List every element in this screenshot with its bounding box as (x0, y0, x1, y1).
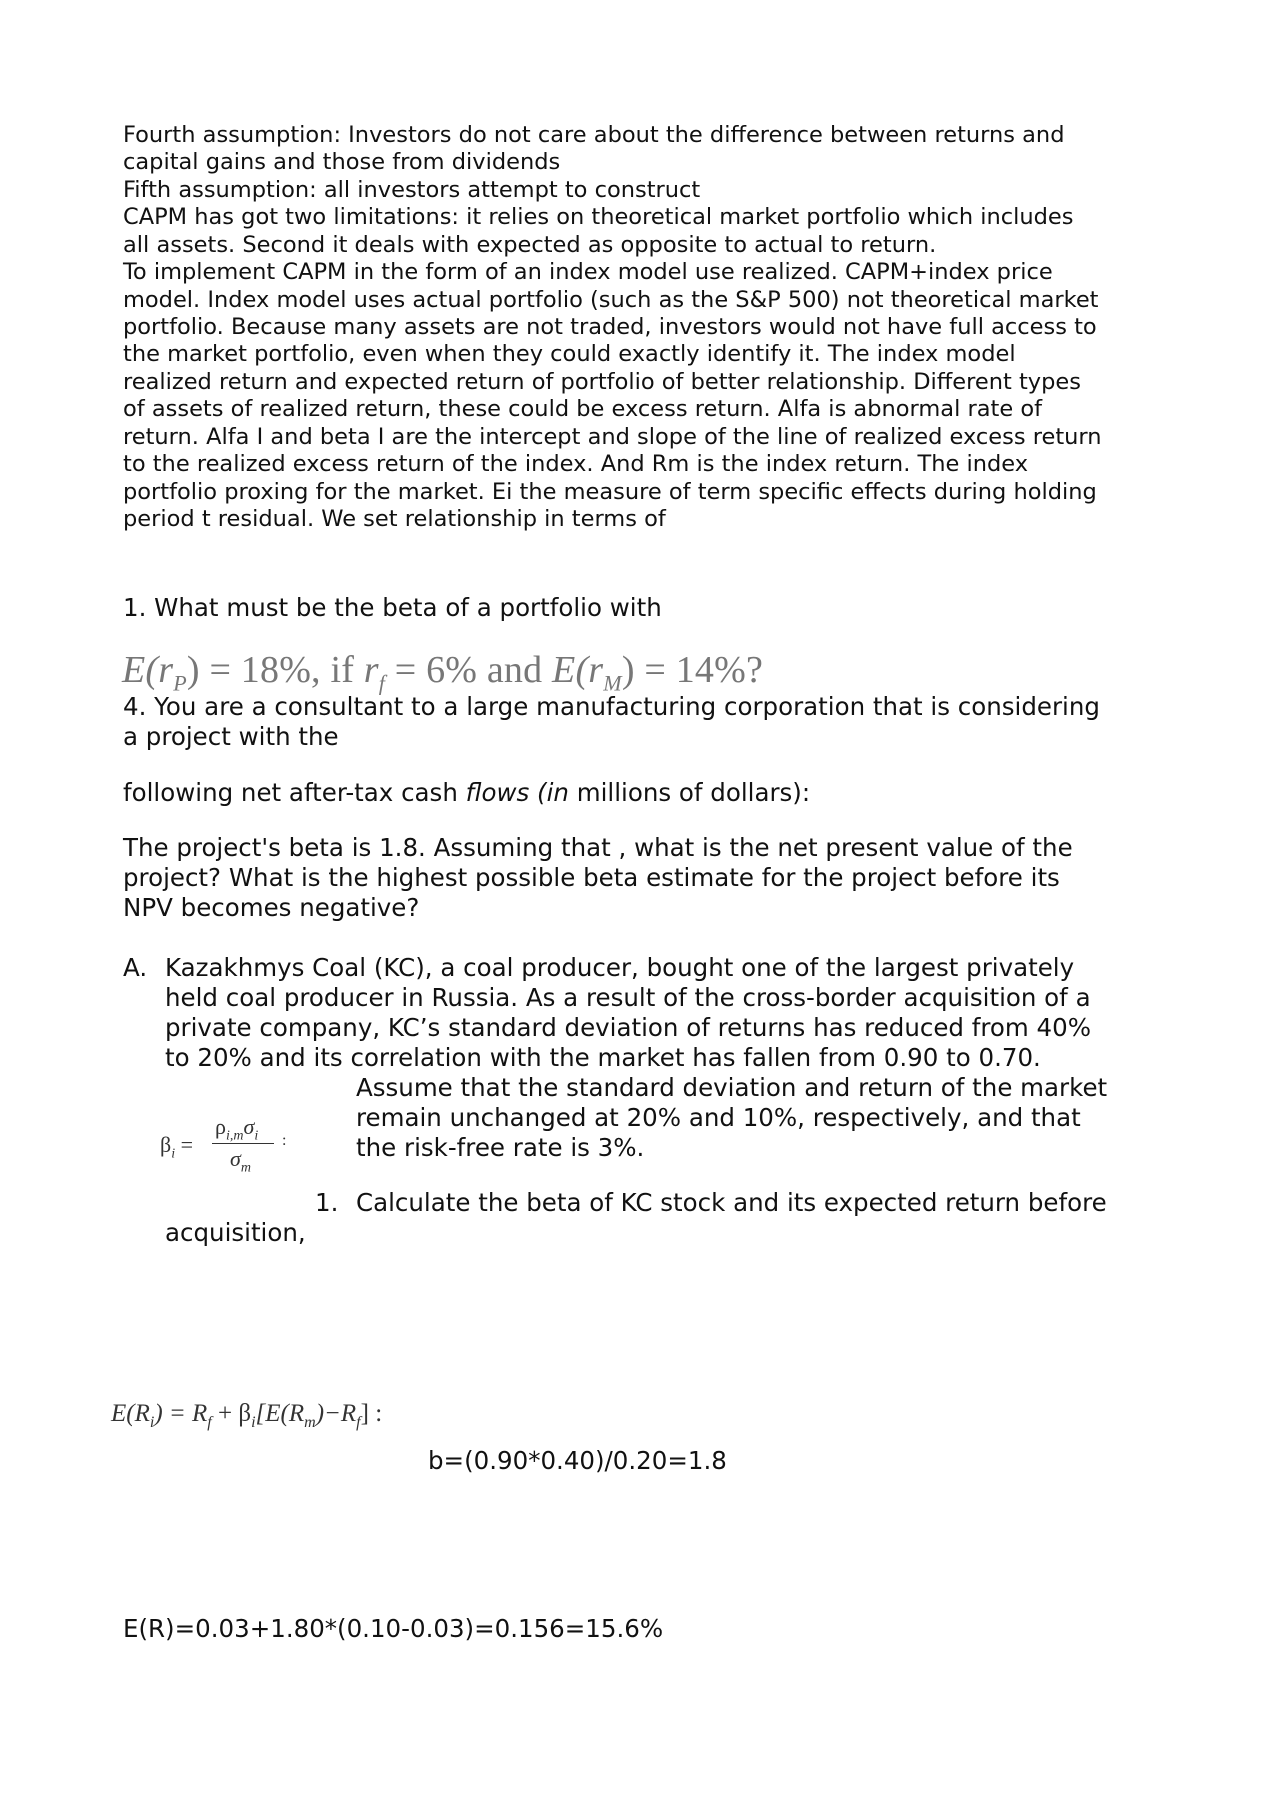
math-sub: M (603, 670, 622, 696)
math-sub: i,m (225, 1128, 244, 1144)
expected-return-calculation: E(R)=0.03+1.80*(0.10-0.03)=0.156=15.6% (123, 1614, 664, 1643)
notes-line: all assets. Second it deals with expected as opposite to actual to return. (123, 232, 937, 258)
notes-line: period t residual. We set relationship in terms of (123, 506, 666, 532)
math-part: σ (243, 1114, 255, 1139)
math-sub: m (304, 1414, 316, 1431)
math-part: β (160, 1132, 172, 1157)
assumption-line: Assume that the standard deviation and return of the market (356, 1073, 1108, 1102)
fraction-bar (212, 1143, 274, 1144)
question-a-line: held coal producer in Russia. As a result of the cross-border acquisition of a (165, 983, 1091, 1012)
notes-line: Fifth assumption: all investors attempt to construct (123, 177, 701, 203)
math-part: E(r (122, 649, 174, 691)
notes-line: of assets of realized return, these could be excess return. Alfa is abnormal rate of (123, 396, 1043, 422)
question-1-equation (122, 648, 763, 697)
math-part: σ (230, 1146, 241, 1171)
notes-line: To implement CAPM in the form of an index model use realized. CAPM+index price (123, 259, 1053, 285)
math-part: + β (211, 1400, 252, 1427)
math-part: E(r (552, 649, 604, 691)
notes-line: to the realized excess return of the index. And Rm is the index return. The index (123, 451, 1029, 477)
question-a-line: private company, KC’s standard deviation of returns has reduced from 40% (165, 1013, 1091, 1042)
beta-formula-numerator (215, 1114, 258, 1144)
math-part: r (363, 649, 379, 691)
math-sub: P (173, 670, 187, 696)
beta-formula-denominator (230, 1146, 251, 1176)
capm-formula (111, 1400, 382, 1432)
notes-line: realized return and expected return of portfolio of better relationship. Different types (123, 369, 1081, 395)
math-sub: f (356, 1414, 361, 1431)
notes-line: return. Alfa I and beta I are the intercept and slope of the line of realized excess return (123, 424, 1102, 450)
subquestion-1-marker: 1. (315, 1188, 339, 1217)
notes-line: portfolio. Because many assets are not traded, investors would not have full access to (123, 314, 1097, 340)
math-sub: i (149, 1414, 155, 1431)
notes-line: capital gains and those from dividends (123, 149, 561, 175)
notes-line: model. Index model uses actual portfolio (such as the S&P 500) not theoretical market (123, 287, 1099, 313)
notes-line: Fourth assumption: Investors do not care about the difference between returns and (123, 122, 1065, 148)
beta-formula-lhs (160, 1132, 193, 1162)
cashflows-text: following net after-tax cash (123, 778, 466, 807)
cashflows-line (123, 778, 1173, 808)
math-part: ) = 14%? (621, 649, 764, 691)
math-part: ] : (360, 1400, 383, 1427)
notes-line: portfolio proxing for the market. Ei the measure of term specific effects during holding (123, 479, 1097, 505)
question-a-line: Kazakhmys Coal (KC), a coal producer, bought one of the largest privately (165, 953, 1075, 982)
math-part: ) = R (154, 1400, 208, 1427)
math-part: [E(R (255, 1400, 305, 1427)
cashflows-text: millions of dollars): (568, 778, 811, 807)
math-part: )−R (315, 1400, 357, 1427)
assumption-line: remain unchanged at 20% and 10%, respectively, and that (356, 1103, 1081, 1132)
math-sub: i (171, 1146, 176, 1162)
notes-line: CAPM has got two limitations: it relies on theoretical market portfolio which includes (123, 204, 1074, 230)
math-part: ρ (215, 1114, 226, 1139)
project-beta-line: project? What is the highest possible beta estimate for the project before its (123, 863, 1060, 892)
math-part: E(R (111, 1400, 150, 1427)
project-beta-line: NPV becomes negative? (123, 893, 420, 922)
math-part: = (175, 1132, 194, 1157)
math-part: : (282, 1132, 287, 1149)
assumption-line: the risk-free rate is 3%. (356, 1133, 645, 1162)
notes-line: the market portfolio, even when they could exactly identify it. The index model (123, 341, 1016, 367)
question-4-line: a project with the (123, 722, 339, 751)
question-a-marker: A. (123, 953, 148, 982)
math-sub: i (251, 1414, 256, 1431)
beta-calculation: b=(0.90*0.40)/0.20=1.8 (428, 1446, 727, 1475)
math-sub: f (207, 1414, 212, 1431)
math-part: ) = 18%, if (186, 649, 364, 691)
project-beta-line: The project's beta is 1.8. Assuming that , what is the net present value of the (123, 833, 1073, 862)
question-1-text: 1. What must be the beta of a portfolio with (123, 593, 662, 622)
subquestion-1-line: acquisition, (165, 1218, 306, 1247)
math-sub: f (378, 670, 386, 696)
cashflows-italic: flows (in (465, 778, 569, 807)
question-4-line: 4. You are a consultant to a large manufacturing corporation that is considering (123, 692, 1100, 721)
math-sub: m (240, 1160, 251, 1176)
math-sub: i (254, 1128, 259, 1144)
math-part: = 6% and (385, 649, 553, 691)
subquestion-1-line: Calculate the beta of KC stock and its expected return before (356, 1188, 1107, 1217)
question-a-line: to 20% and its correlation with the market has fallen from 0.90 to 0.70. (165, 1043, 1041, 1072)
